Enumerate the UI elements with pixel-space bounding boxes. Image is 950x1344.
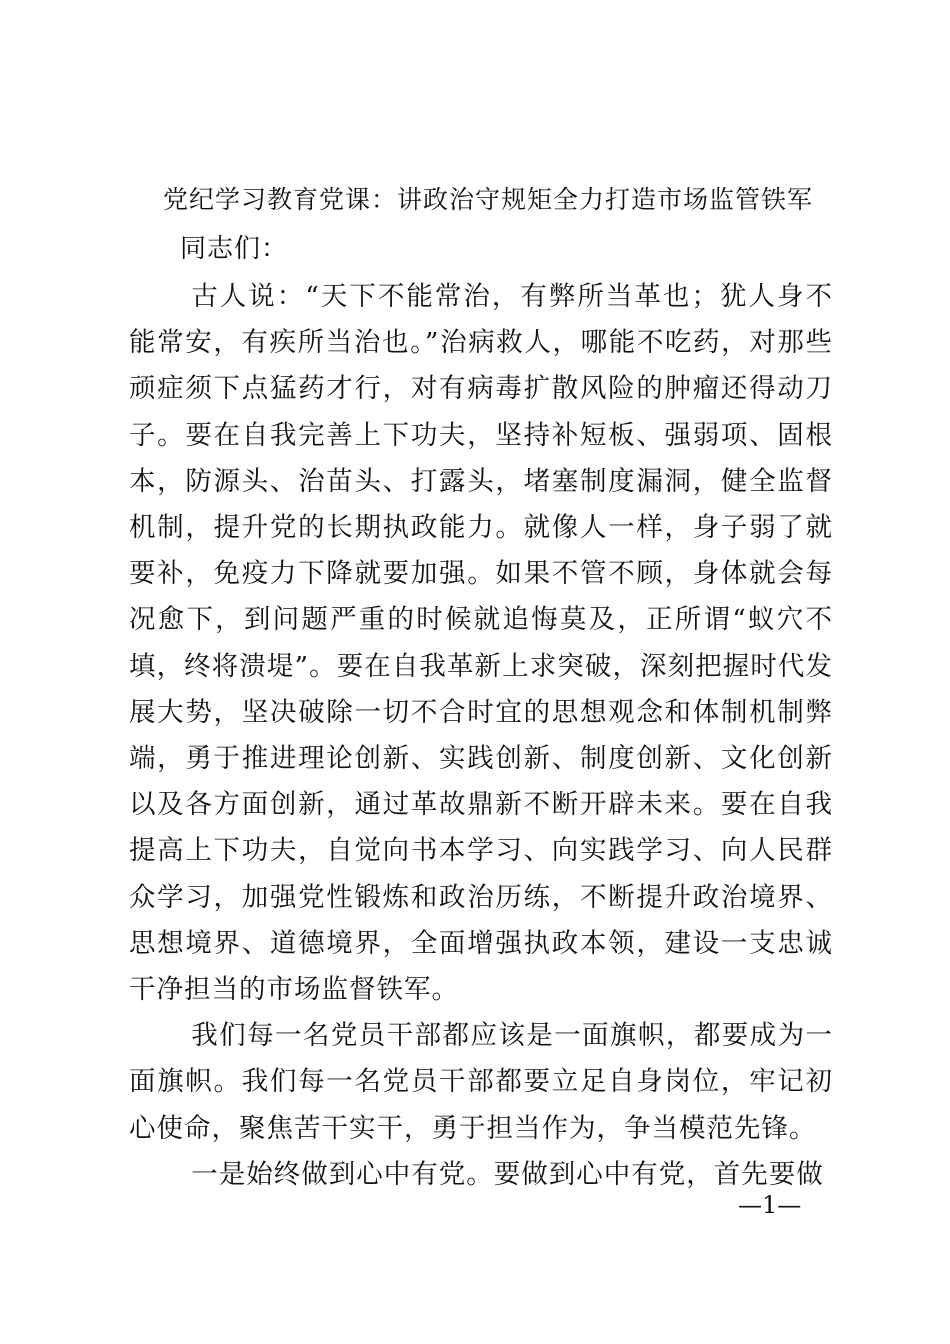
document-body	[129, 274, 833, 1198]
page-number: —1—	[738, 1191, 802, 1219]
paragraph: 我们每一名党员干部都应该是一面旗帜，都要成为一面旗帜。我们每一名党员干部都要立足自身岗位，牢记初心使命，聚焦苦干实干，勇于担当作为，争当模范先锋。	[129, 1020, 833, 1144]
paragraph: 一是始终做到心中有党。要做到心中有党，首先要做	[191, 1158, 824, 1190]
paragraph: 古人说：“天下不能常治，有弊所当革也；犹人身不能常安，有疾所当治也。”治病救人，哪能不吃药，对那些顽症须下点猛药才行，对有病毒扩散风险的肿瘤还得动刀子。要在自我完善上下功夫，坚持补短板、强弱项、固根本，防源头、治苗头、打露头，堵塞制度漏洞，健全监督机制，提升党的长期执政能力。就像人一样，身子弱了就要补，免疫力下降就要加强。如果不管不顾，身体就会每况愈下，到问题严重的时候就追悔莫及，正所谓“蚁穴不填，终将溃堤”。要在自我革新上求突破，深刻把握时代发展大势，坚决破除一切不合时宜的思想观念和体制机制弊端，勇于推进理论创新、实践创新、制度创新、文化创新以及各方面创新，通过革故鼎新不断开辟未来。要在自我提高上下功夫，自觉向书本学习、向实践学习、向人民群众学习，加强党性锻炼和政治历练，不断提升政治境界、思想境界、道德境界，全面增强执政本领，建设一支忠诚干净担当的市场监督铁军。	[129, 281, 833, 1006]
salutation: 同志们：	[180, 234, 289, 264]
document-title: 党纪学习教育党课：讲政治守规矩全力打造市场监管铁军	[163, 185, 814, 214]
